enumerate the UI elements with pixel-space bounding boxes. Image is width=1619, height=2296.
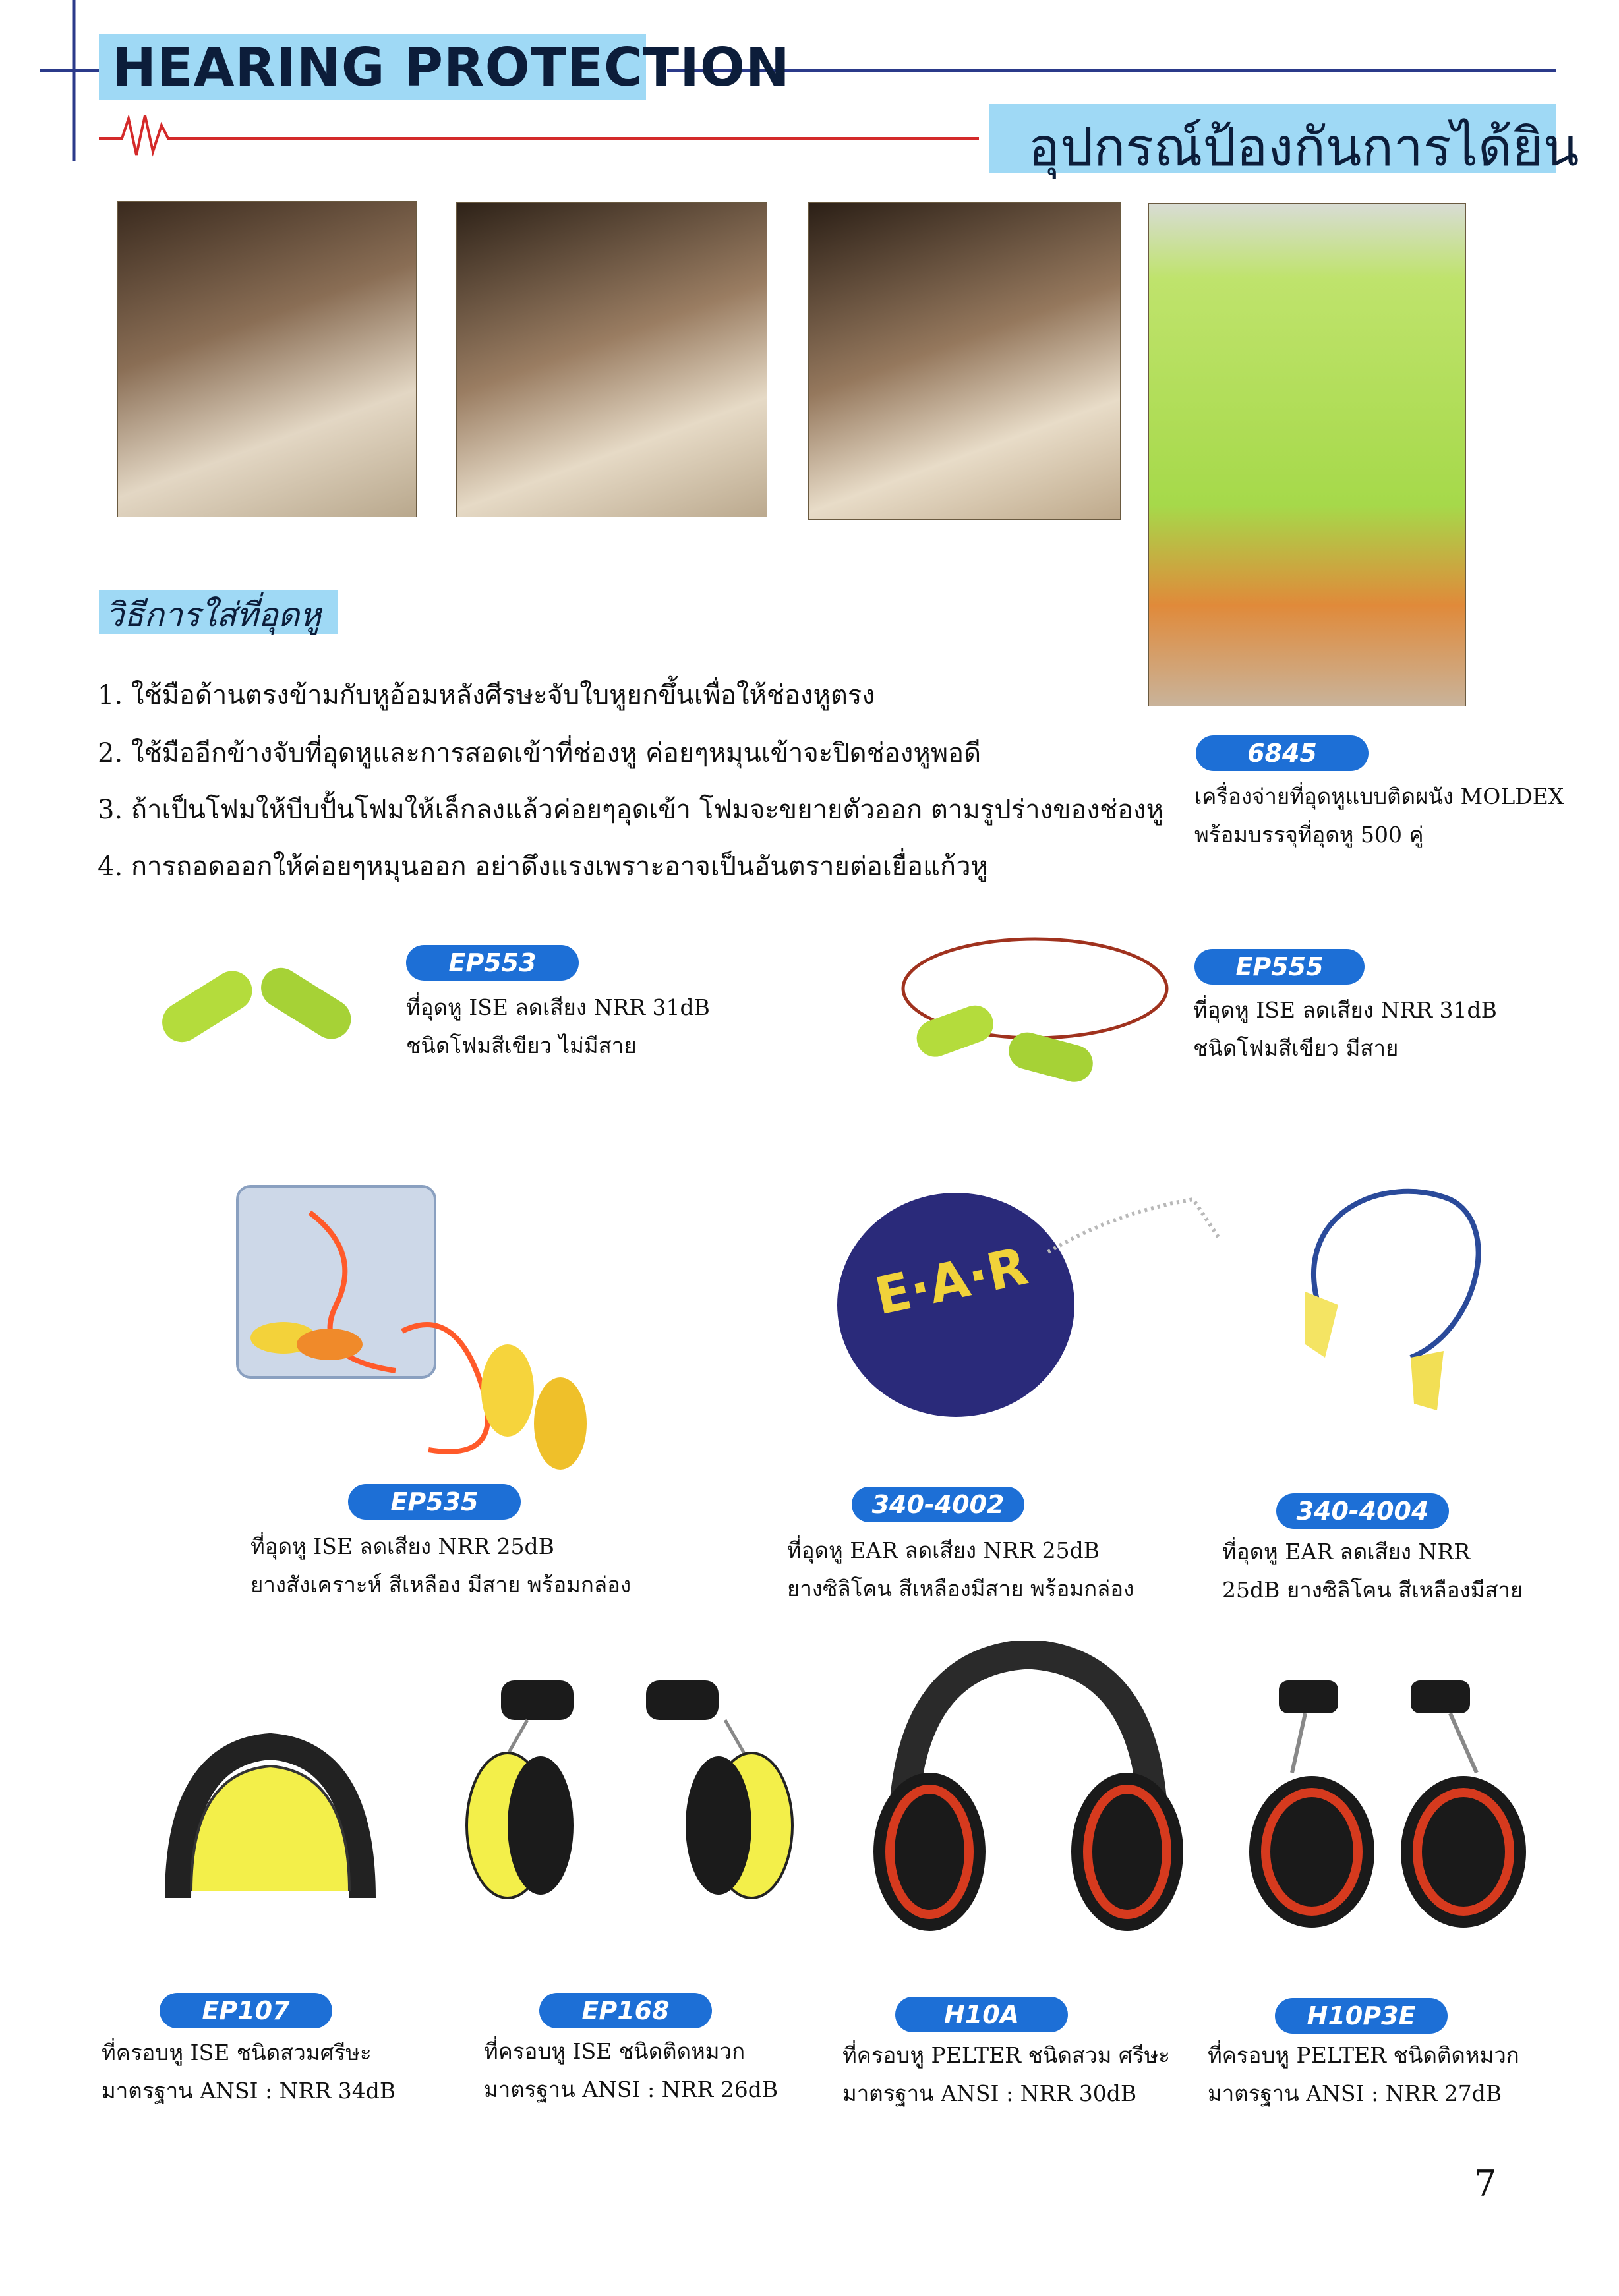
product-desc-line: ชนิดโฟมสีเขียว ไม่มีสาย xyxy=(406,1033,637,1058)
instruction-step: 2. ใช้มืออีกข้างจับที่อุดหูและการสอดเข้าที่ช่องหู ค่อยๆหมุนเข้าจะปิดช่องหูพอดี xyxy=(98,738,982,768)
page-title-thai: อุปกรณ์ป้องกันการได้ยิน xyxy=(1028,117,1579,178)
product-desc-line: ที่อุดหู ISE ลดเสียง NRR 31dB xyxy=(406,994,710,1020)
product-code-ep553: EP553 xyxy=(406,945,579,981)
product-image-340-4004 xyxy=(1279,1160,1516,1450)
product-desc-line: มาตรฐาน ANSI : NRR 27dB xyxy=(1208,2081,1502,2106)
product-code-340-4002: 340-4002 xyxy=(852,1487,1024,1522)
product-desc-line: ที่อุดหู EAR ลดเสียง NRR 25dB xyxy=(787,1537,1100,1563)
product-code-ep555: EP555 xyxy=(1194,949,1365,985)
page-title: HEARING PROTECTION xyxy=(112,37,790,98)
product-desc-line: ที่อุดหู ISE ลดเสียง NRR 31dB xyxy=(1193,997,1497,1023)
product-desc-h10a xyxy=(842,2036,1170,2113)
product-code-ep168: EP168 xyxy=(539,1993,712,2028)
product-image-ep168 xyxy=(461,1661,804,1924)
product-image-h10a xyxy=(857,1641,1200,1937)
product-desc-line: มาตรฐาน ANSI : NRR 34dB xyxy=(102,2078,396,2104)
photo-step-2 xyxy=(456,202,767,517)
instruction-step: 1. ใช้มือด้านตรงข้ามกับหูอ้อมหลังศีรษะจับใบหูยกขึ้นเพื่อให้ช่องหูตรง xyxy=(98,680,875,710)
product-desc-line: มาตรฐาน ANSI : NRR 30dB xyxy=(842,2081,1137,2106)
product-image-ep107 xyxy=(152,1727,389,1924)
instructions-heading: วิธีการใส่ที่อุดหู xyxy=(105,596,322,634)
product-image-340-4002 xyxy=(824,1160,1239,1423)
product-code-h10p3e: H10P3E xyxy=(1275,1998,1448,2034)
photo-step-1 xyxy=(117,201,417,517)
product-code-h10a: H10A xyxy=(895,1997,1068,2032)
instruction-step: 3. ถ้าเป็นโฟมให้บีบปั้นโฟมให้เล็กลงแล้วค่อยๆอุดเข้า โฟมจะขยายตัวออก ตามรูปร่างของช่องหู xyxy=(98,795,1164,825)
product-code-340-4004: 340-4004 xyxy=(1276,1493,1449,1529)
product-image-ep555 xyxy=(890,923,1180,1094)
product-desc-ep555 xyxy=(1193,991,1497,1068)
product-desc-line: ชนิดโฟมสีเขียว มีสาย xyxy=(1193,1035,1399,1061)
product-image-ep553 xyxy=(145,936,369,1068)
product-desc-ep535 xyxy=(250,1528,631,1604)
product-desc-h10p3e xyxy=(1208,2036,1519,2113)
instruction-step: 4. การถอดออกให้ค่อยๆหมุนออก อย่าดึงแรงเพราะอาจเป็นอันตรายต่อเยื่อแก้วหู xyxy=(98,851,988,882)
product-desc-line: ที่ครอบหู PELTER ชนิดสวม ศรีษะ xyxy=(842,2042,1170,2068)
product-desc-line: ยางสังเคราะห์ สีเหลือง มีสาย พร้อมกล่อง xyxy=(250,1572,632,1597)
product-desc-line: ที่ครอบหู PELTER ชนิดติดหมวก xyxy=(1208,2042,1519,2068)
ear-logo-text: E·A·R xyxy=(869,1236,1033,1327)
photo-step-3 xyxy=(808,202,1121,520)
product-desc-line: มาตรฐาน ANSI : NRR 26dB xyxy=(484,2077,779,2102)
product-desc-line: พร้อมบรรจุที่อุดหู 500 คู่ xyxy=(1194,822,1424,847)
product-desc-line: ยางซิลิโคน สีเหลืองมีสาย พร้อมกล่อง xyxy=(787,1576,1134,1601)
photo-dispenser-6845 xyxy=(1148,203,1466,706)
product-desc-line: เครื่องจ่ายที่อุดหูแบบติดผนัง MOLDEX xyxy=(1194,784,1564,809)
product-desc-line: ที่อุดหู EAR ลดเสียง NRR xyxy=(1222,1539,1471,1564)
product-image-h10p3e xyxy=(1239,1661,1536,1937)
heartbeat-line xyxy=(99,115,979,155)
product-desc-line: ที่ครอบหู ISE ชนิดสวมศรีษะ xyxy=(102,2040,372,2065)
product-desc-line: ที่อุดหู ISE ลดเสียง NRR 25dB xyxy=(250,1534,554,1559)
product-code-ep107: EP107 xyxy=(160,1993,332,2028)
product-desc-line: 25dB ยางซิลิโคน สีเหลืองมีสาย xyxy=(1222,1577,1523,1603)
product-desc-340-4004 xyxy=(1222,1533,1523,1609)
page-number: 7 xyxy=(1474,2163,1497,2204)
product-image-ep535 xyxy=(231,1173,600,1476)
product-desc-340-4002 xyxy=(787,1532,1134,1608)
product-desc-ep168 xyxy=(484,2032,778,2109)
product-desc-6845 xyxy=(1194,778,1564,854)
product-desc-ep107 xyxy=(102,2034,396,2110)
product-desc-ep553 xyxy=(406,989,710,1065)
product-desc-line: ที่ครอบหู ISE ชนิดติดหมวก xyxy=(484,2038,746,2064)
product-code-ep535: EP535 xyxy=(348,1484,521,1520)
product-code-6845: 6845 xyxy=(1196,735,1369,771)
